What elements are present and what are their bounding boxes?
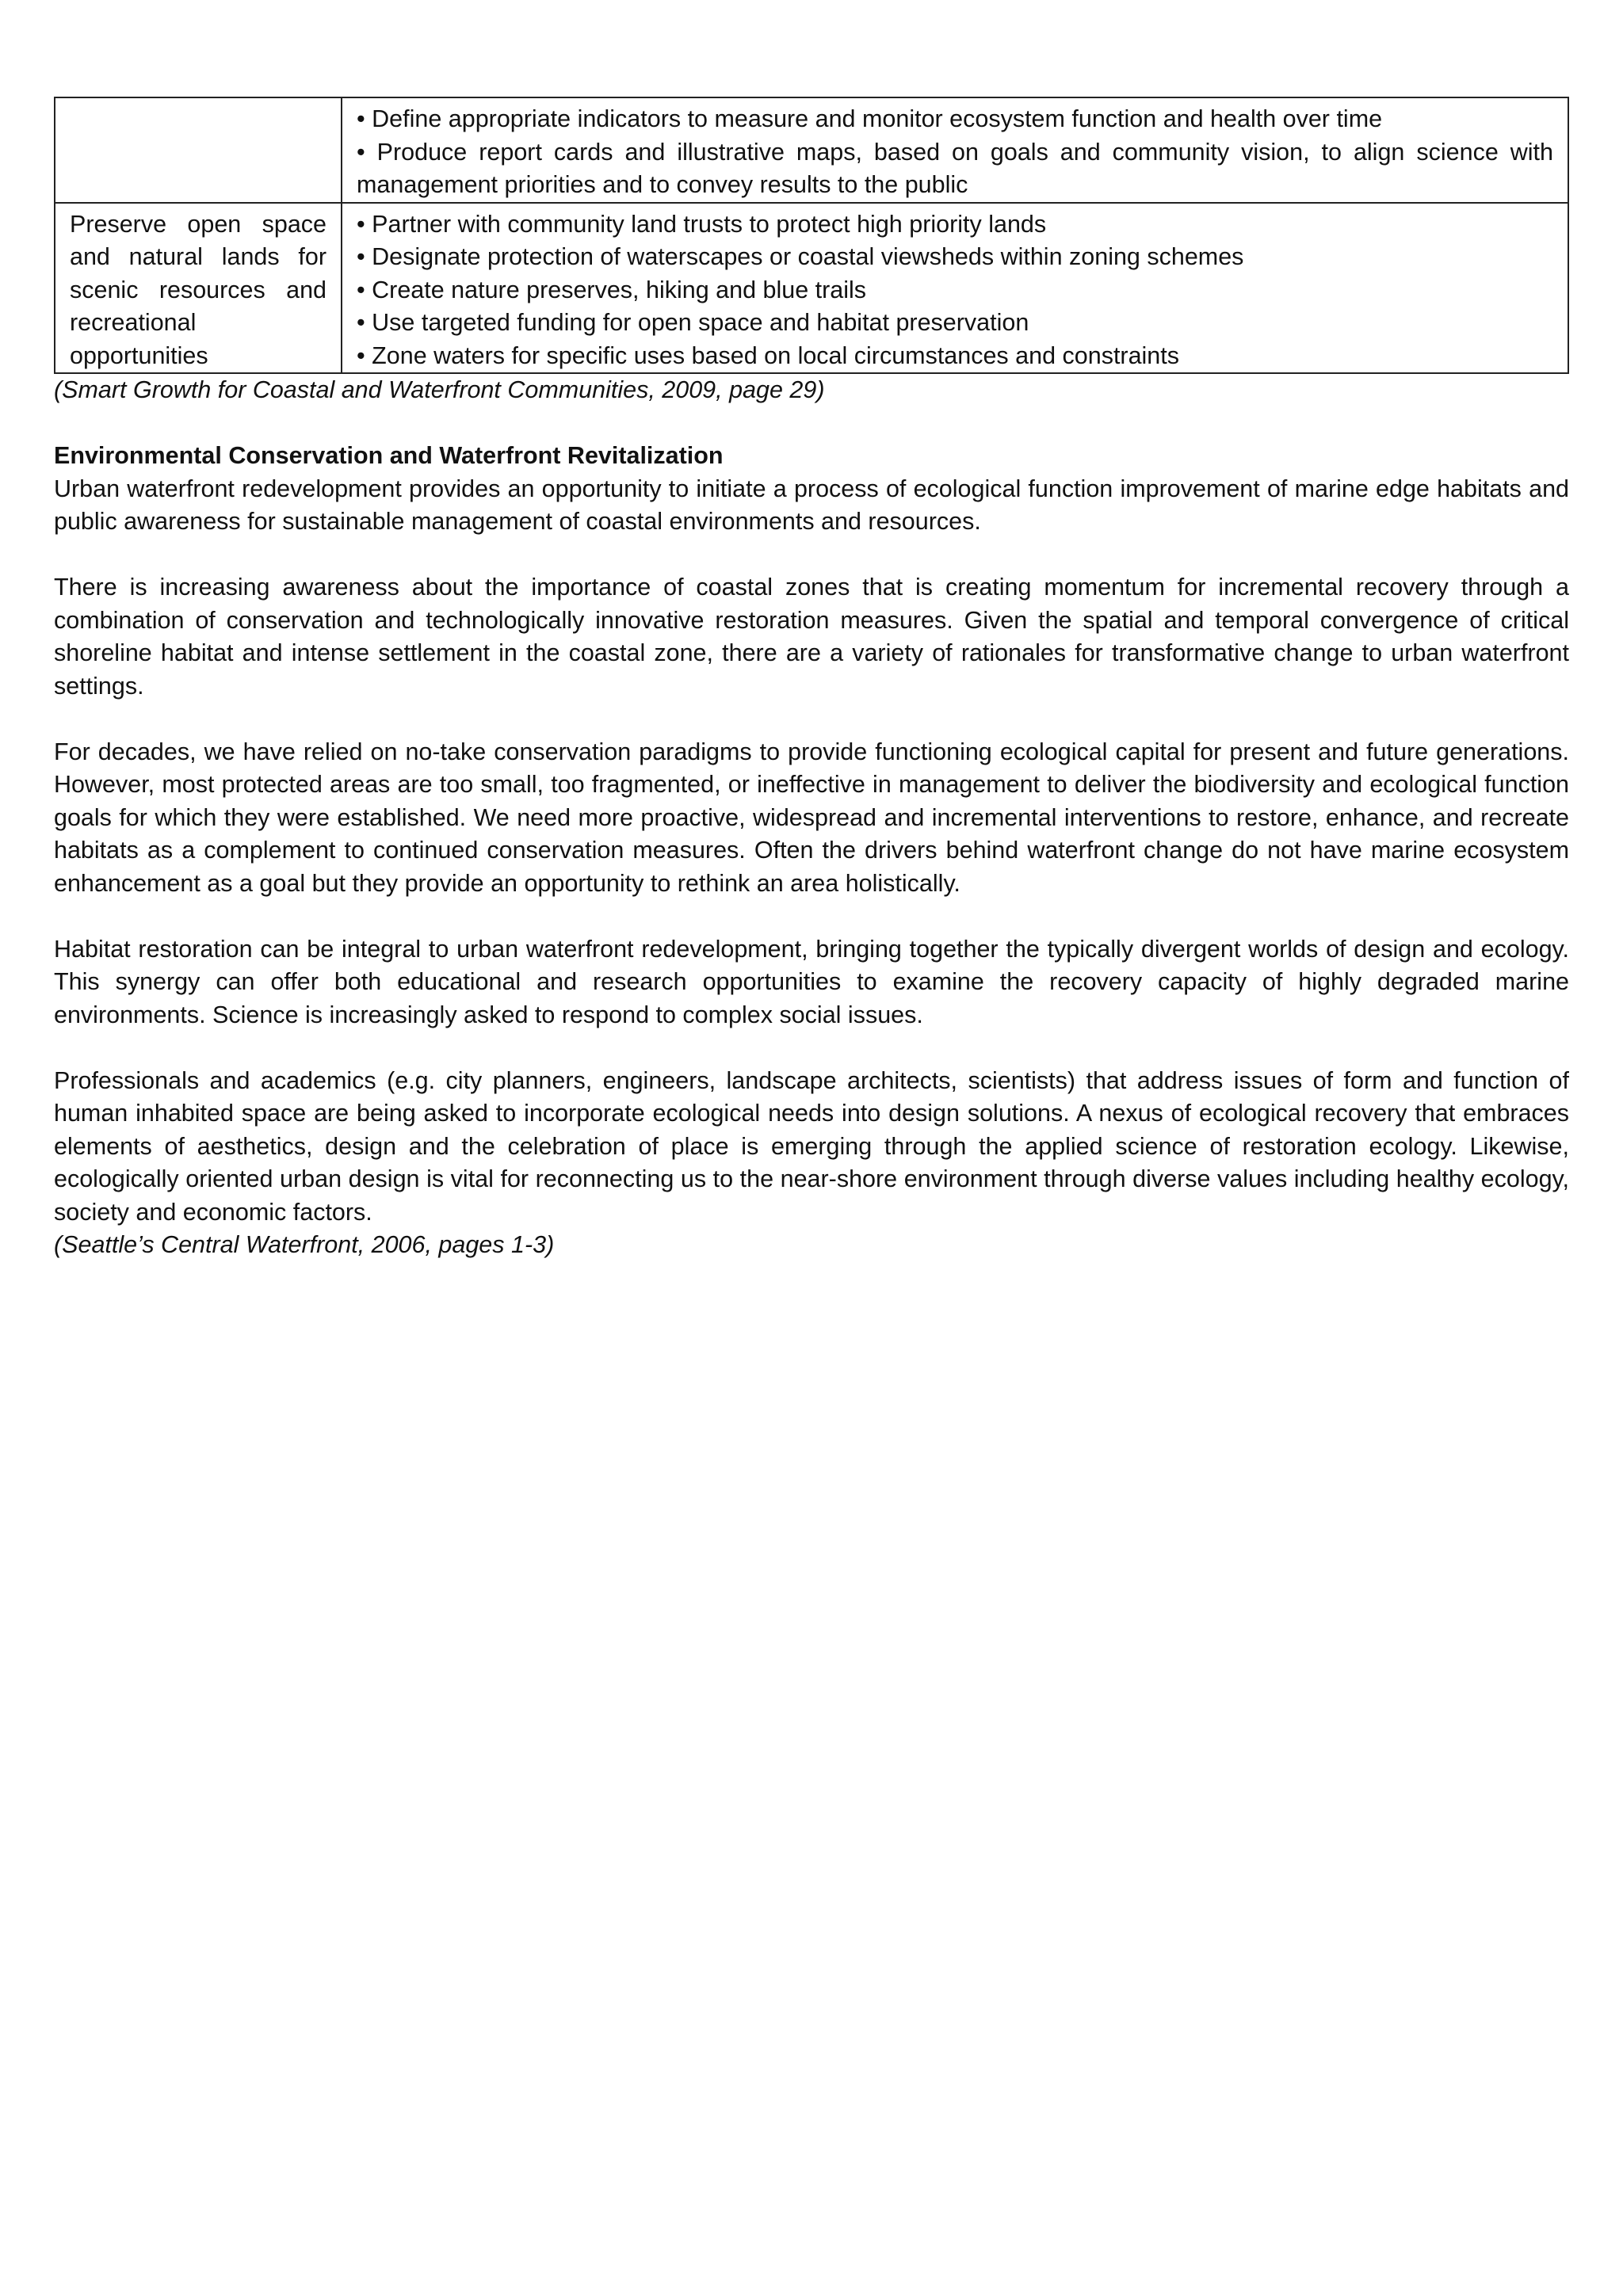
strategy-bullet: • Zone waters for specific uses based on local circumstances and constraints	[357, 341, 1179, 369]
document-page	[54, 97, 1569, 1262]
goal-cell	[55, 97, 342, 203]
paragraph-spacer	[54, 539, 1569, 572]
strategy-bullet: • Create nature preserves, hiking and blue trails	[357, 276, 867, 303]
body-paragraph: Habitat restoration can be integral to urban waterfront redevelopment, bringing together the typically divergent worlds of design and ecology. This synergy can offer both educational and research opportunities to examine the recovery capacity of highly degraded marine environments. Science is increasingly asked to respond to complex social issues.	[54, 935, 1569, 1028]
table-row	[55, 97, 1568, 203]
goal-cell: Preserve open space and natural lands for scenic resources and recreational opportunities	[55, 203, 342, 374]
strategy-bullet: • Use targeted funding for open space and habitat preservation	[357, 309, 1029, 336]
section-heading: Environmental Conservation and Waterfront Revitalization	[54, 442, 724, 469]
body-paragraph: Urban waterfront redevelopment provides an opportunity to initiate a process of ecological function improvement of marine edge habitats and public awareness for sustainable management of coastal environments and resources.	[54, 475, 1569, 535]
section-citation: (Seattle’s Central Waterfront, 2006, pages 1-3)	[54, 1231, 555, 1258]
table-row	[55, 203, 1568, 374]
strategy-cell	[342, 203, 1568, 374]
paragraph-spacer	[54, 703, 1569, 736]
strategy-bullet: • Produce report cards and illustrative maps, based on goals and community vision, to align science with management priorities and to convey results to the public	[357, 138, 1553, 198]
strategy-table	[54, 97, 1569, 374]
body-paragraph: There is increasing awareness about the importance of coastal zones that is creating momentum for incremental recovery through a combination of conservation and technologically innovative restoration measures. Given the spatial and temporal convergence of critical shoreline habitat and intense settlement in the coastal zone, there are a variety of rationales for transformative change to urban waterfront settings.	[54, 574, 1569, 700]
strategy-bullet: • Designate protection of waterscapes or coastal viewsheds within zoning schemes	[357, 243, 1244, 270]
body-paragraph: Professionals and academics (e.g. city planners, engineers, landscape architects, scientists) that address issues of form and function of human inhabited space are being asked to incorporate ecological needs into design solutions. A nexus of ecological recovery that embraces elements of aesthetics, design and the celebration of place is emerging through the applied science of restoration ecology. Likewise, ecologically oriented urban design is vital for reconnecting us to the near-shore environment through diverse values including healthy ecology, society and economic factors.	[54, 1066, 1569, 1226]
paragraph-spacer	[54, 900, 1569, 933]
strategy-bullet: • Define appropriate indicators to measure and monitor ecosystem function and health over time	[357, 105, 1383, 132]
strategy-cell	[342, 97, 1568, 203]
body-paragraph: For decades, we have relied on no-take conservation paradigms to provide functioning ecological capital for present and future generations. However, most protected areas are too small, too fragmented, or ineffective in management to deliver the biodiversity and ecological function goals for which they were established. We need more proactive, widespread and incremental interventions to restore, enhance, and recreate habitats as a complement to continued conservation measures. Often the drivers behind waterfront change do not have marine ecosystem enhancement as a goal but they provide an opportunity to rethink an area holistically.	[54, 738, 1569, 897]
table-citation: (Smart Growth for Coastal and Waterfront Communities, 2009, page 29)	[54, 376, 825, 403]
paragraph-spacer	[54, 1032, 1569, 1065]
strategy-bullet: • Partner with community land trusts to protect high priority lands	[357, 210, 1047, 238]
